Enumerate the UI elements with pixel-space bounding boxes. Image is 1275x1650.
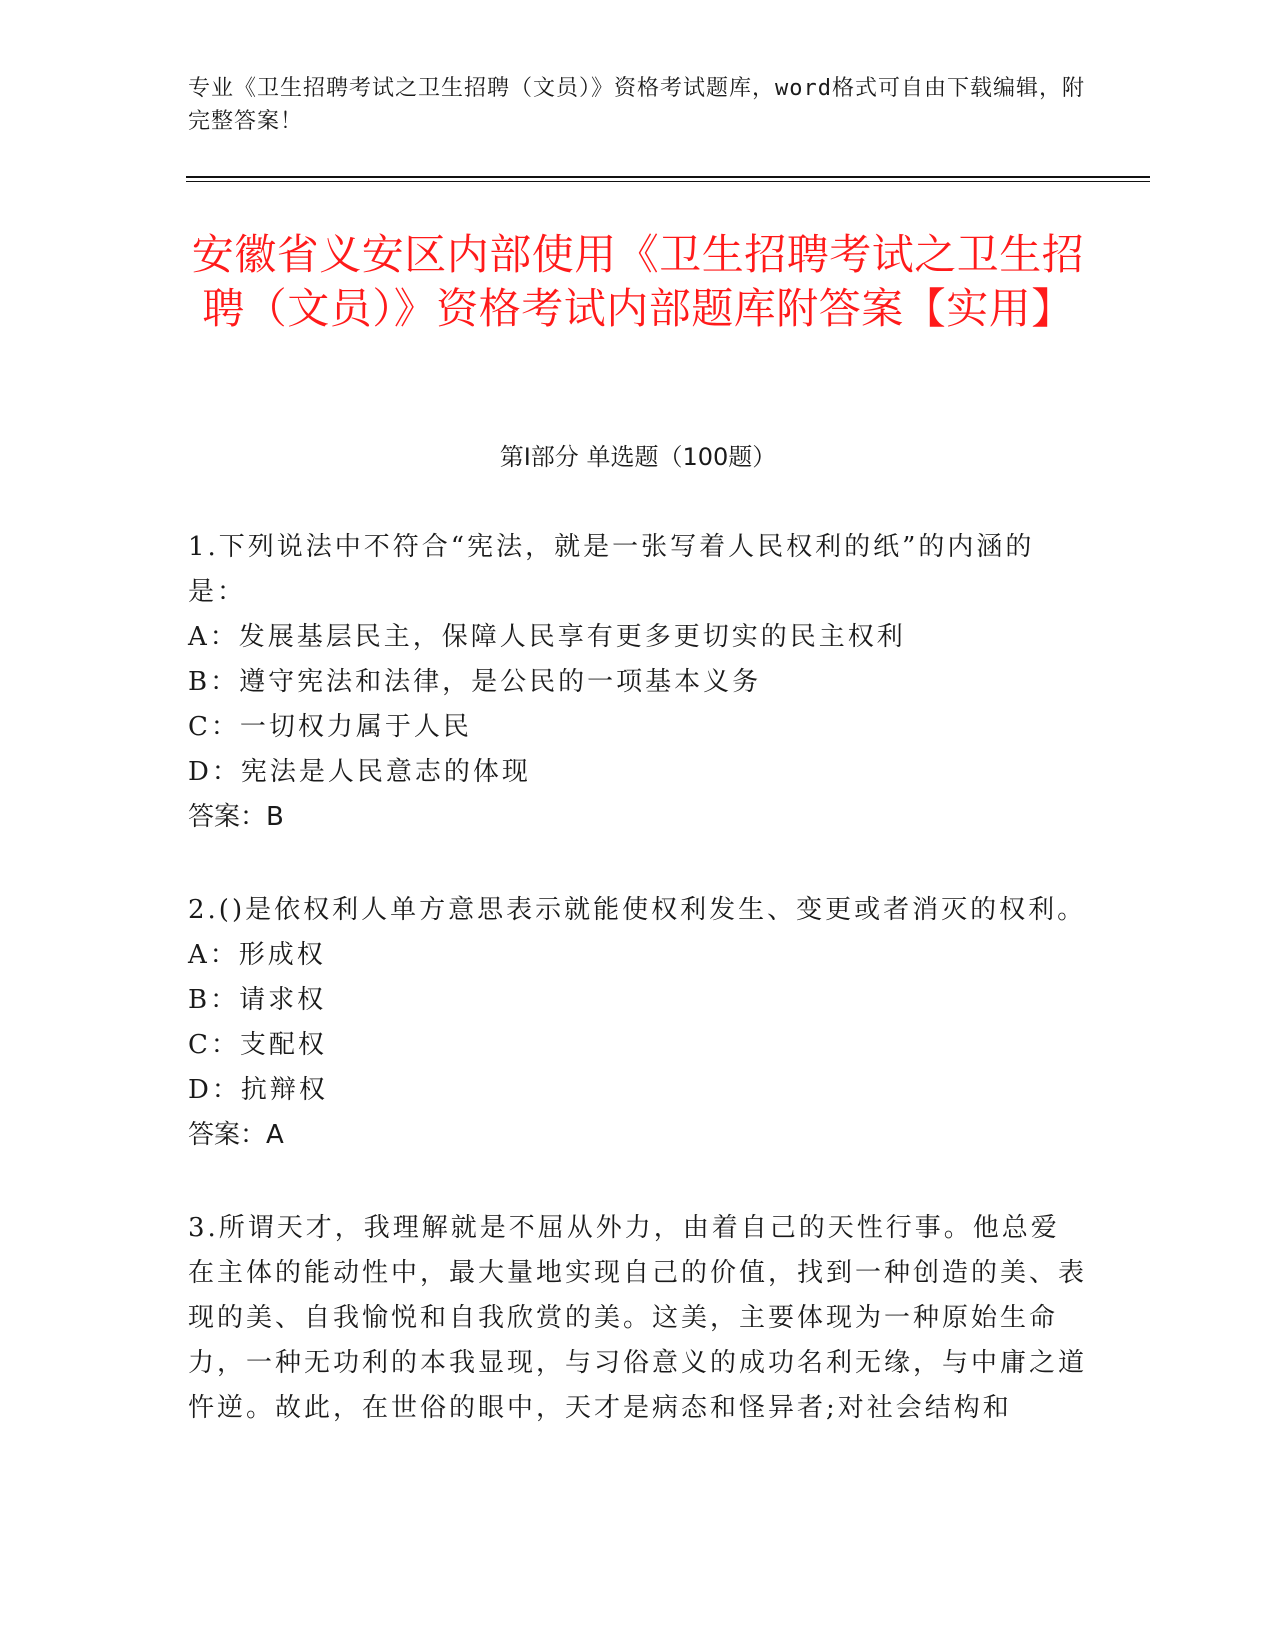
option-c: C：支配权 [188,1030,327,1060]
option-b: B：请求权 [188,985,327,1015]
question-2 [188,888,1088,1158]
header-rule-thick [186,176,1150,178]
answer: 答案：A [188,1120,284,1150]
question-stem: 2.()是依权利人单方意思表示就能使权利发生、变更或者消灭的权利。 [188,895,1087,925]
question-3 [188,1206,1088,1431]
option-d: D：抗辩权 [188,1075,328,1105]
document-title: 安徽省义安区内部使用《卫生招聘考试之卫生招聘（文员）》资格考试内部题库附答案【实用】 [191,230,1085,333]
option-d: D：宪法是人民意志的体现 [188,757,531,787]
option-a: A：形成权 [188,940,326,970]
header-note: 专业《卫生招聘考试之卫生招聘（文员）》资格考试题库，word格式可自由下载编辑，附完整答案！ [188,76,1085,134]
option-a: A：发展基层民主，保障人民享有更多更切实的民主权利 [188,622,906,652]
header-rule-thin [186,181,1150,182]
question-list [188,525,1088,1479]
question-stem: 1.下列说法中不符合“宪法，就是一张写着人民权利的纸”的内涵的是： [188,532,1035,607]
question-stem: 3.所谓天才，我理解就是不屈从外力，由着自己的天性行事。他总爱在主体的能动性中，最大量地实现自己的价值，找到一种创造的美、表现的美、自我愉悦和自我欣赏的美。这美，主要体现为一种原始生命力，一种无功利的本我显现，与习俗意义的成功名利无缘，与中庸之道忤逆。故此，在世俗的眼中，天才是病态和怪异者;对社会结构和 [188,1213,1088,1423]
option-b: B：遵守宪法和法律，是公民的一项基本义务 [188,667,762,697]
option-c: C：一切权力属于人民 [188,712,472,742]
question-1 [188,525,1088,840]
section-heading: 第I部分 单选题（100题） [499,443,777,471]
answer: 答案：B [188,802,284,832]
